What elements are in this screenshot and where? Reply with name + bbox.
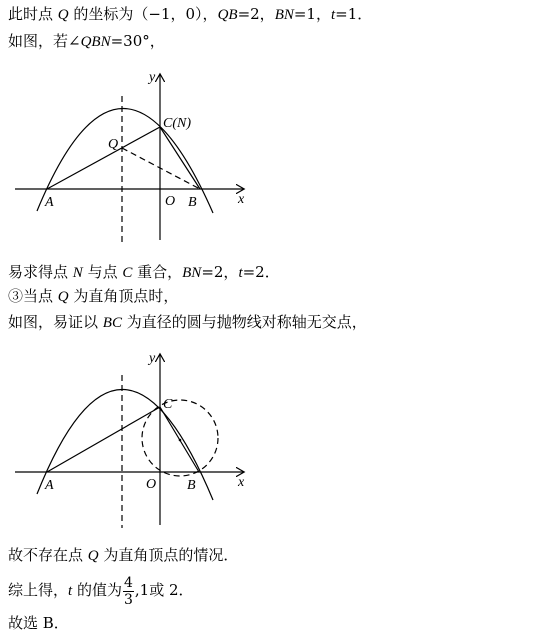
point-b-label: B [188, 195, 197, 210]
fraction-numerator: 4 [123, 574, 133, 591]
var-bc: BC [102, 315, 122, 331]
text-line-7 [8, 570, 194, 611]
text-span: 综上得， [8, 581, 69, 599]
text-line-6 [8, 545, 238, 566]
text-span: 为直角顶点的情况． [98, 546, 239, 564]
fraction-denominator: 3 [123, 591, 133, 608]
var-bn: BN [274, 7, 294, 23]
segment-a-c [47, 407, 160, 472]
text-span: =1． [335, 5, 373, 23]
y-label: y [149, 351, 156, 366]
text-line-8 [8, 613, 69, 633]
text-span: 如图，若∠ [8, 32, 81, 50]
text-span: 重合， [132, 263, 183, 281]
text-span: 为直角顶点时， [68, 287, 179, 305]
var-q: Q [57, 289, 69, 305]
text-span: =1， [293, 5, 331, 23]
text-span: 如图，易证以 [8, 313, 103, 331]
var-qb: QB [217, 7, 238, 23]
figure-1 [0, 60, 533, 250]
var-t: t [330, 7, 336, 23]
var-qbn: QBN [80, 34, 111, 50]
text-span: 此时点 [8, 5, 58, 23]
text-line-1 [8, 4, 372, 25]
text-span: =2， [201, 263, 239, 281]
segment-q-b-dashed [122, 148, 200, 189]
text-span: ,1或 2． [134, 581, 194, 599]
text-span: 易求得点 [8, 263, 73, 281]
point-a-label: A [45, 478, 54, 493]
text-line-3 [8, 262, 280, 283]
text-span: 故选 B． [8, 614, 69, 632]
text-span: =2， [237, 5, 275, 23]
segment-a-c [47, 127, 160, 189]
var-n: N [72, 265, 83, 281]
point-a-label: A [45, 195, 54, 210]
text-span: 的坐标为（−1，0）， [68, 5, 218, 23]
y-label: y [149, 70, 156, 85]
text-span: =2． [242, 263, 280, 281]
var-q: Q [57, 7, 69, 23]
point-q-label: Q [108, 137, 119, 152]
text-line-2 [8, 31, 165, 52]
point-c-label: C [163, 397, 173, 412]
var-t: t [68, 583, 73, 599]
text-span: 与点 [82, 263, 123, 281]
text-span: 的值为 [72, 581, 122, 599]
text-span: 为直径的圆与抛物线对称轴无交点， [121, 313, 367, 331]
text-span: 故不存在点 [8, 546, 88, 564]
var-bn: BN [182, 265, 202, 281]
origin-label: O [146, 477, 157, 492]
text-line-5 [8, 312, 367, 333]
small-dot [179, 439, 182, 442]
text-span: =30°， [110, 32, 165, 50]
figure-2 [0, 345, 533, 535]
x-label: x [238, 192, 245, 207]
x-label: x [238, 475, 245, 490]
text-span: ③当点 [8, 287, 58, 305]
segment-c-b [160, 127, 200, 189]
var-q: Q [87, 548, 99, 564]
var-t: t [238, 265, 243, 281]
fraction-4-3 [123, 575, 134, 608]
var-c: C [122, 265, 133, 281]
point-cn-label: C(N) [163, 116, 191, 131]
origin-label: O [165, 194, 176, 209]
text-line-4 [8, 286, 178, 307]
point-b-label: B [187, 478, 196, 493]
